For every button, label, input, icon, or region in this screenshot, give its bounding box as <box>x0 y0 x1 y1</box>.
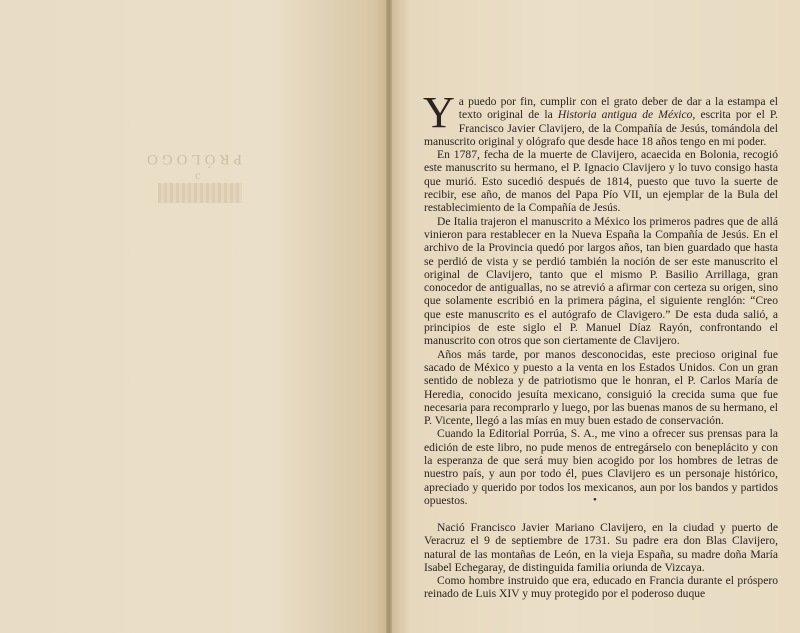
section-ornament: • <box>593 494 597 506</box>
paragraph-6: Nació Francisco Javier Mariano Clavijero, en la ciudad y puerto de Veracruz el 9 de septiembre de 1731. Su padre era don Blas Clavijero, natural de las montañas de León, en la vieja España, su madre doña María Isabel Echegaray, de distinguida familia oriunda de Vizcaya. <box>424 521 778 574</box>
paragraph-1-text: a puedo por fin, cumplir con el grato deber de dar a la estampa el texto original de la Historia antigua de México, escrita por el P. Francisco Javier Clavijero, de la Compañía de Jesús, tomándola del manuscrito original y ológrafo que desde hace 18 años tengo en mi poder. <box>424 95 778 148</box>
drop-cap: Y <box>423 88 455 137</box>
book-gutter <box>386 0 392 633</box>
paragraph-1 <box>423 88 778 148</box>
paragraph-7: Como hombre instruido que era, educado en Francia durante el próspero reinado de Luis XIV y muy protegido por el poderoso duque <box>424 574 778 601</box>
paragraph-4: Años más tarde, por manos desconocidas, este precioso original fue sacado de México y puesto a la venta en los Estados Unidos. Con un gran sentido de nobleza y de patriotismo que le honran, el P. Carlos María de Heredia, conocido jesuíta mexicano, consiguió la crecida suma que fue necesaria para recomprarlo y luego, por las buenas manos de su hermano, el P. Vicente, llegó a las mías en muy buen estado de conservación. <box>424 347 778 428</box>
biography-text <box>424 521 778 601</box>
book-title-italic: Historia antigua de México <box>557 108 693 122</box>
paragraph-5: Cuando la Editorial Porrúa, S. A., me vino a ofrecer sus prensas para la edición de este libro, no pude menos de entregárselo con beneplácito y con la esperanza de que será muy bien acogido por los hombres de letras de nuestro país, y aun por todo él, pues Clavijero es un personaje histórico, apreciado y querido por todos los mexicanos, aun por los bandos y partidos opuestos. <box>424 427 778 507</box>
paragraph-2: En 1787, fecha de la muerte de Clavijero, acaecida en Bolonia, recogió este manuscrito su hermano, el P. Ignacio Clavijero y lo tuvo consigo hasta que murió. Esto sucedió después de 1814, puesto que tuvo la suerte de recibir, ese año, de manos del Papa Pío VII, un ejemplar de la Bula del restablecimiento de la Compañía de Jesús. <box>424 148 778 215</box>
paragraph-3: De Italia trajeron el manuscrito a México los primeros padres que de allá vinieron para restablecer en la Nueva España la Compañía de Jesús. En el archivo de la Provincia quedó por largos años, tan bien guardado que hasta se perdió de vista y se perdió también la noción de ser este manuscrito el original de Clavijero, tanto que el mismo P. Basilio Arrillaga, gran conocedor de antiguallas, no se atrevió a afirmar con certeza su origen, sino que solamente escribió en la primera página, el siguiente renglón: “Creo que este manuscrito es el autógrafo de Clavigero.” De esta duda salió, a principios de este siglo el P. Manuel Díaz Rayón, confrontando el manuscrito con otros que son ciertamente de Clavijero. <box>424 214 778 348</box>
left-page <box>0 0 388 633</box>
bleed-through-title: PRÓLOGO <box>143 151 242 167</box>
prologue-text <box>423 88 778 507</box>
bleed-through-letter: c <box>195 168 201 182</box>
bleed-through-band <box>158 183 242 203</box>
